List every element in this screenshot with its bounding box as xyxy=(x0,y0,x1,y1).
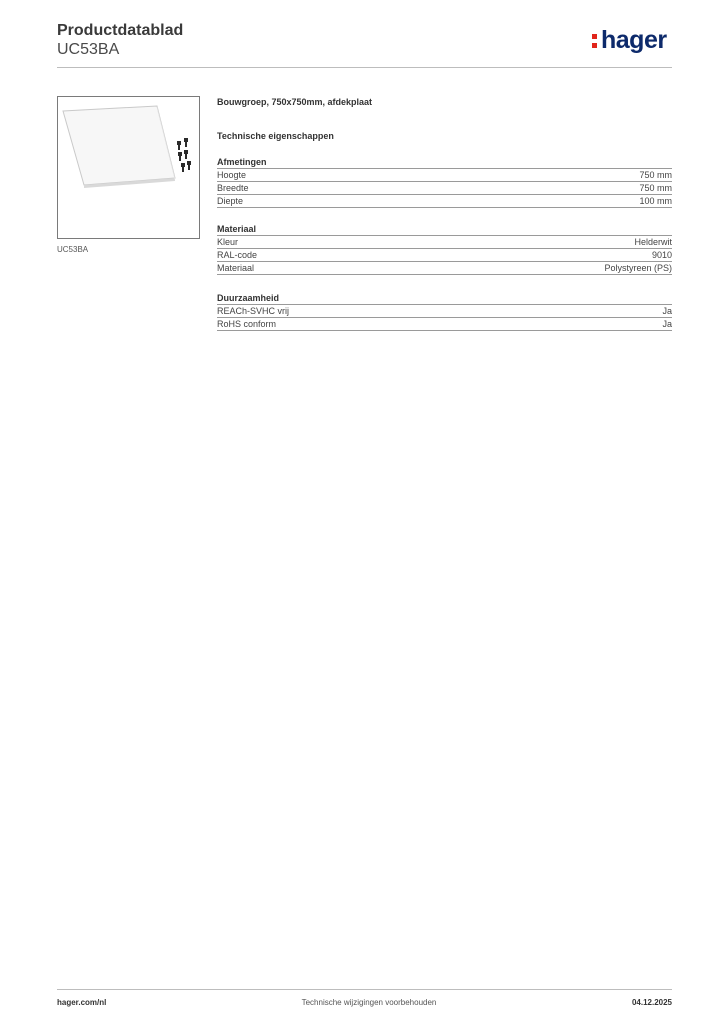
section-title: Afmetingen xyxy=(217,157,267,167)
spec-value: 750 mm xyxy=(639,183,672,193)
spec-row xyxy=(217,261,672,275)
image-caption: UC53BA xyxy=(57,245,89,254)
spec-row xyxy=(217,194,672,208)
spec-row xyxy=(217,317,672,331)
hager-logo xyxy=(592,28,667,53)
spec-label: RoHS conform xyxy=(217,319,277,329)
footer-website-link[interactable]: hager.com/nl xyxy=(57,998,107,1007)
footer-date: 04.12.2025 xyxy=(631,998,672,1007)
spec-value: Polystyreen (PS) xyxy=(604,263,672,273)
spec-label: Breedte xyxy=(217,183,249,193)
spec-value: Ja xyxy=(662,319,672,329)
spec-value: Helderwit xyxy=(634,237,672,247)
logo-colon-icon xyxy=(592,30,598,49)
spec-value: 750 mm xyxy=(639,170,672,180)
logo-text: hager xyxy=(601,26,667,54)
spec-row xyxy=(217,168,672,181)
document-title: Productdatablad xyxy=(57,22,184,39)
technical-properties-heading: Technische eigenschappen xyxy=(217,131,334,141)
spec-row xyxy=(217,181,672,194)
cover-plate-illustration xyxy=(58,97,199,238)
spec-label: Hoogte xyxy=(217,170,247,180)
footer-notice: Technische wijzigingen voorbehouden xyxy=(301,998,437,1007)
section-material xyxy=(217,223,672,275)
spec-row xyxy=(217,235,672,248)
section-dimensions xyxy=(217,156,672,208)
spec-label: RAL-code xyxy=(217,250,258,260)
product-description: Bouwgroep, 750x750mm, afdekplaat xyxy=(217,97,373,107)
spec-label: Diepte xyxy=(217,196,244,206)
spec-label: Kleur xyxy=(217,237,239,247)
spec-value: 9010 xyxy=(651,250,672,260)
spec-label: REACh-SVHC vrij xyxy=(217,306,290,316)
product-code: UC53BA xyxy=(57,41,120,58)
spec-value: Ja xyxy=(662,306,672,316)
section-title: Duurzaamheid xyxy=(217,293,280,303)
header-divider xyxy=(57,67,672,68)
product-image xyxy=(57,96,200,239)
spec-value: 100 mm xyxy=(639,196,672,206)
section-title: Materiaal xyxy=(217,224,257,234)
section-sustainability xyxy=(217,292,672,331)
spec-label: Materiaal xyxy=(217,263,255,273)
spec-row xyxy=(217,304,672,317)
spec-row xyxy=(217,248,672,261)
footer-divider xyxy=(57,989,672,990)
